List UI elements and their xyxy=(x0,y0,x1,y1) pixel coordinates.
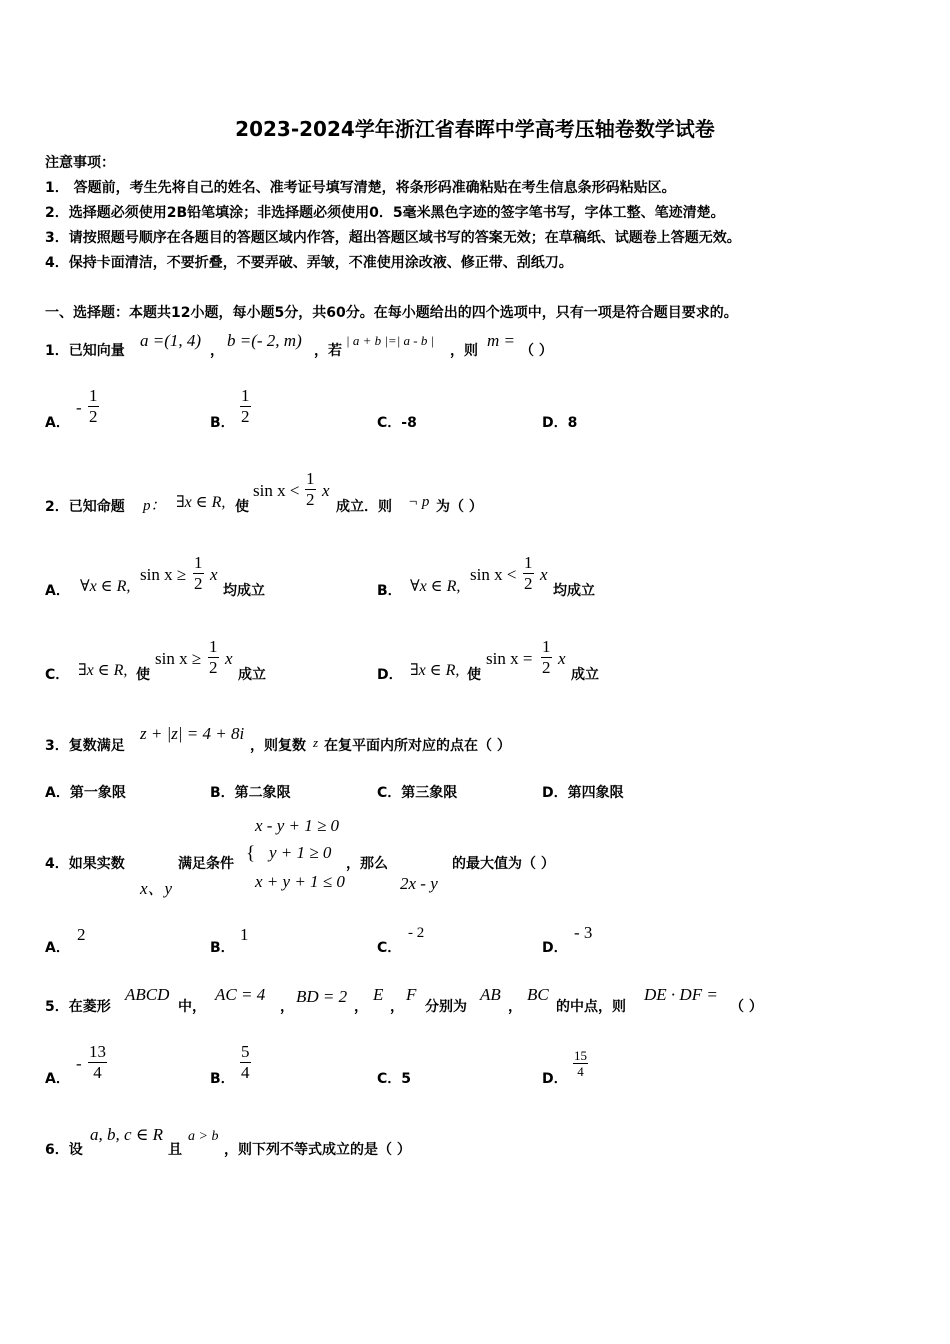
denominator: 2 xyxy=(209,658,218,677)
numerator: 13 xyxy=(89,1042,106,1061)
numerator: 1 xyxy=(241,386,250,405)
option-a-label: A． xyxy=(45,415,70,431)
denominator: 4 xyxy=(241,1063,250,1082)
numerator: 1 xyxy=(542,637,551,656)
numerator: 5 xyxy=(241,1042,250,1061)
constraint-3: x + y + 1 ≤ 0 xyxy=(255,872,345,891)
option-a: A．第一象限 xyxy=(45,785,126,801)
notice-item: 4．保持卡面清洁，不要折叠，不要弄破、弄皱，不准使用涂改液、修正带、刮纸刀。 xyxy=(45,255,573,271)
notice-item: 1． 答题前，考生先将自己的姓名、准考证号填写清楚，将条形码准确粘贴在考生信息条形码粘贴区。 xyxy=(45,180,676,196)
length-bd: BD = 2 xyxy=(296,987,348,1006)
variable-x: x xyxy=(225,649,233,668)
option-c-value: - 2 xyxy=(408,925,425,941)
variable-x: x xyxy=(540,565,548,584)
option-c-lhs: sin x ≥ xyxy=(155,649,202,668)
question-3-equation: z + |z| = 4 + 8i xyxy=(140,724,245,743)
option-a-label: A． xyxy=(45,940,70,956)
segment-ab: AB xyxy=(480,985,501,1004)
segment-bc: BC xyxy=(527,985,549,1004)
text-midpoint: 的中点，则 xyxy=(556,999,626,1015)
option-b-value: 1 xyxy=(240,925,249,944)
text-shi: 使 xyxy=(235,499,249,515)
separator: ， xyxy=(390,999,404,1015)
notice-item: 2．选择题必须使用2B铅笔填涂；非选择题必须使用0．5毫米黑色字迹的签字笔书写，字体工整、笔迹清楚。 xyxy=(45,205,725,221)
option-d-label: D． xyxy=(377,667,403,683)
objective-expression: 2x - y xyxy=(400,874,438,893)
option-b-label: B． xyxy=(210,940,235,956)
option-b: B．第二象限 xyxy=(210,785,291,801)
fraction-half xyxy=(305,469,316,510)
question-3-prefix: 3．复数满足 xyxy=(45,738,125,754)
point-f: F xyxy=(406,985,417,1004)
negation-p: ¬ p xyxy=(408,494,430,510)
notice-item: 3．请按照题号顺序在各题目的答题区域内作答，超出答题区域书写的答案无效；在草稿纸、试题卷上答题无效。 xyxy=(45,230,741,246)
fraction-half xyxy=(193,553,204,594)
question-3-tail: 在复平面内所对应的点在（ ） xyxy=(324,738,511,754)
vector-b: b =(- 2, m) xyxy=(227,331,302,350)
constraint-2: y + 1 ≥ 0 xyxy=(269,843,332,862)
separator: ， xyxy=(280,999,294,1015)
option-b-quantifier: ∀x ∈ R, xyxy=(410,578,461,595)
question-5-prefix: 5．在菱形 xyxy=(45,999,111,1015)
question-1-if: ，若 xyxy=(314,343,342,359)
fraction-half xyxy=(208,637,219,678)
page-title: 2023-2024学年浙江省春晖中学高考压轴卷数学试卷 xyxy=(235,117,715,141)
option-b-lhs: sin x < xyxy=(470,565,517,584)
point-e: E xyxy=(373,985,384,1004)
option-d-tail: 成立 xyxy=(571,667,599,683)
option-a-value: 2 xyxy=(77,925,86,944)
question-1-then: ，则 xyxy=(450,343,478,359)
condition-a-gt-b: a > b xyxy=(188,1129,219,1144)
option-d-quantifier: ∃x ∈ R, xyxy=(410,662,460,679)
question-2-prefix: 2．已知命题 xyxy=(45,499,125,515)
option-d-fraction xyxy=(573,1048,588,1079)
option-b-label: B． xyxy=(377,583,402,599)
question-1-prefix: 1．已知向量 xyxy=(45,343,125,359)
option-d-lhs: sin x = xyxy=(486,649,533,668)
option-c: C．第三象限 xyxy=(377,785,458,801)
variables-xy: x、y xyxy=(140,879,173,898)
option-d-label: D． xyxy=(542,940,568,956)
option-a-sign: - xyxy=(76,1054,82,1073)
option-c-label: C． xyxy=(45,667,70,683)
question-2-tail: 为（ ） xyxy=(436,499,483,515)
fraction-half xyxy=(523,553,534,594)
question-4-then: ，那么 xyxy=(346,856,388,872)
option-a-fraction xyxy=(88,386,99,427)
option-a-quantifier: ∀x ∈ R, xyxy=(80,578,131,595)
section-heading: 一、选择题：本题共12小题，每小题5分，共60分。在每小题给出的四个选项中，只有一项是符合题目要求的。 xyxy=(45,305,738,321)
option-c: C．5 xyxy=(377,1071,412,1087)
separator: ， xyxy=(354,999,368,1015)
option-b-fraction xyxy=(240,386,251,427)
question-6-prefix: 6．设 xyxy=(45,1142,83,1158)
question-4-tail: 的最大值为（ ） xyxy=(452,856,555,872)
denominator: 2 xyxy=(542,658,551,677)
text-shi: 使 xyxy=(467,667,481,683)
length-ac: AC = 4 xyxy=(215,985,266,1004)
option-d-value: - 3 xyxy=(574,923,593,942)
option-b-tail: 均成立 xyxy=(553,583,595,599)
denominator: 4 xyxy=(88,1062,107,1083)
text-shi: 使 xyxy=(136,667,150,683)
variable-x: x xyxy=(558,649,566,668)
separator: ， xyxy=(508,999,522,1015)
text-fenbie: 分别为 xyxy=(425,999,467,1015)
option-b-label: B． xyxy=(210,415,235,431)
fraction-half xyxy=(541,637,552,678)
question-1-m: m = xyxy=(487,331,515,350)
question-6-tail: ，则下列不等式成立的是（ ） xyxy=(224,1142,411,1158)
denominator: 2 xyxy=(89,407,98,426)
quantifier: ∃x ∈ R, xyxy=(176,494,226,511)
option-a-label: A． xyxy=(45,1071,70,1087)
numerator: 1 xyxy=(306,469,315,488)
answer-paren: （ ） xyxy=(730,999,763,1015)
numerator: 1 xyxy=(524,553,533,572)
numerator: 1 xyxy=(89,386,98,405)
option-a-fraction xyxy=(88,1042,107,1083)
denominator: 2 xyxy=(524,574,533,593)
option-a-tail: 均成立 xyxy=(223,583,265,599)
variable-x: x xyxy=(322,481,330,500)
option-c-tail: 成立 xyxy=(238,667,266,683)
option-c-label: C． xyxy=(377,940,402,956)
option-c-quantifier: ∃x ∈ R, xyxy=(78,662,128,679)
numerator: 15 xyxy=(574,1048,587,1063)
option-b-fraction xyxy=(240,1042,251,1083)
rhombus-abcd: ABCD xyxy=(125,985,170,1004)
answer-paren: （ ） xyxy=(520,343,553,359)
variable-z: z xyxy=(313,735,319,750)
denominator: 2 xyxy=(241,407,250,426)
proposition-p: p： xyxy=(143,498,166,514)
text-zhong: 中， xyxy=(178,999,206,1015)
denominator: 2 xyxy=(306,490,315,509)
option-d-label: D． xyxy=(542,1071,568,1087)
brace: { xyxy=(246,843,256,864)
option-a-lhs: sin x ≥ xyxy=(140,565,187,584)
notice-heading: 注意事项： xyxy=(45,155,115,171)
set-membership: a, b, c ∈ R xyxy=(90,1125,164,1144)
text-qie: 且 xyxy=(168,1142,182,1158)
question-1-condition: | a + b |=| a - b | xyxy=(346,333,435,348)
denominator: 2 xyxy=(194,574,203,593)
vector-a: a =(1, 4) xyxy=(140,331,202,350)
denominator: 4 xyxy=(573,1063,588,1079)
option-a-sign: - xyxy=(76,398,82,417)
numerator: 1 xyxy=(209,637,218,656)
question-2-established: 成立．则 xyxy=(336,499,392,515)
numerator: 1 xyxy=(194,553,203,572)
dot-product: DE · DF = xyxy=(644,985,718,1004)
question-4-prefix: 4．如果实数 xyxy=(45,856,125,872)
question-3-mid: ，则复数 xyxy=(250,738,306,754)
separator: ， xyxy=(210,343,224,359)
option-a-label: A． xyxy=(45,583,70,599)
option-b-label: B． xyxy=(210,1071,235,1087)
option-d: D．8 xyxy=(542,415,578,431)
question-4-condition-label: 满足条件 xyxy=(178,856,234,872)
inequality-lhs: sin x < xyxy=(253,481,300,500)
option-d: D．第四象限 xyxy=(542,785,624,801)
constraint-1: x - y + 1 ≥ 0 xyxy=(255,816,340,835)
variable-x: x xyxy=(210,565,218,584)
option-c: C．-8 xyxy=(377,415,417,431)
